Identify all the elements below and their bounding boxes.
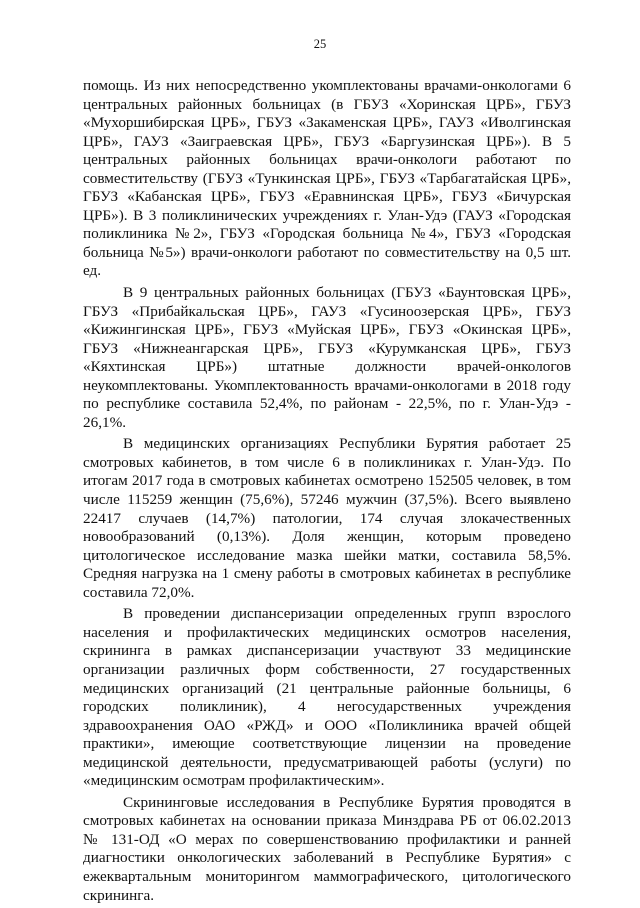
paragraph-understaffed-hospitals: В 9 центральных районных больницах (ГБУЗ «Баунтовская ЦРБ», ГБУЗ «Прибайкальская ЦРБ», ГАУЗ «Гусиноозерская ЦРБ», ГБУЗ «Кижингинская ЦРБ», ГБУЗ «Муйская ЦРБ», ГБУЗ «Окинская ЦРБ», ГБУЗ «Нижнеангарская ЦРБ», ГБУЗ «Курумканская ЦРБ», ГБУЗ «Кяхтинская ЦРБ») штатные должности врачей-онкологов неукомплектованы. Укомплектованность врачами-онкологами в 2018 году по республике составила 52,4%, по районам - 22,5%, по г. Улан-Удэ - 26,1%. xyxy=(83,284,571,431)
page-number: 25 xyxy=(313,37,327,51)
paragraph-screening-rooms: В медицинских организациях Республики Бурятия работает 25 смотровых кабинетов, в том числе 6 в поликлиниках г. Улан-Удэ. По итогам 2017 года в смотровых кабинетах осмотрено 152505 человек, в том числе 115259 женщин (75,6%), 57246 мужчин (37,5%). Всего выявлено 22417 случаев (14,7%) патологии, 174 случая злокачественных новообразований (0,13%). Доля женщин, которым проведено цитологическое исследование мазка шейки матки, составила 58,5%. Средняя нагрузка на 1 смену работы в смотровых кабинетах в республике составила 72,0%. xyxy=(83,435,571,601)
paragraph-dispensarization: В проведении диспансеризации определенных групп взрослого населения и профилактических медицинских осмотров населения, скрининга в рамках диспансеризации участвуют 33 медицинские организации различных форм собственности, 27 государственных медицинских организаций (21 центральные районные больницы, 6 городских поликлиник), 4 негосударственных учреждения здравоохранения ОАО «РЖД» и ООО «Поликлиника врачей общей практики», имеющие соответствующие лицензии на проведение медицинской деятельности, предусматривающей работы (услуги) по «медицинским осмотрам профилактическим». xyxy=(83,605,571,790)
document-body xyxy=(83,77,571,908)
paragraph-screening-order: Скрининговые исследования в Республике Бурятия проводятся в смотровых кабинетах на основании приказа Минздрава РБ от 06.02.2013 № 131-ОД «О мерах по совершенствованию профилактики и ранней диагностики онкологических заболеваний в Республике Бурятия» с ежеквартальным мониторингом маммографического, цитологического скрининга. xyxy=(83,793,571,904)
paragraph-oncologists-staffing: помощь. Из них непосредственно укомплектованы врачами-онкологами 6 центральных районных больницах (в ГБУЗ «Хоринская ЦРБ», ГБУЗ «Мухоршибирская ЦРБ», ГБУЗ «Закаменская ЦРБ», ГАУЗ «Иволгинская ЦРБ», ГАУЗ «Заиграевская ЦРБ», ГБУЗ «Баргузинская ЦРБ»). В 5 центральных районных больницах врачи-онкологи работают по совместительству (ГБУЗ «Тункинская ЦРБ», ГБУЗ «Тарбагатайская ЦРБ», ГБУЗ «Кабанская ЦРБ», ГБУЗ «Еравнинская ЦРБ», ГБУЗ «Бичурская ЦРБ»). В 3 поликлинических учреждениях г. Улан-Удэ (ГАУЗ «Городская поликлиника №2», ГБУЗ «Городская больница №4», ГБУЗ «Городская больница №5») врачи-онкологи работают по совместительству на 0,5 шт. ед. xyxy=(83,77,571,280)
